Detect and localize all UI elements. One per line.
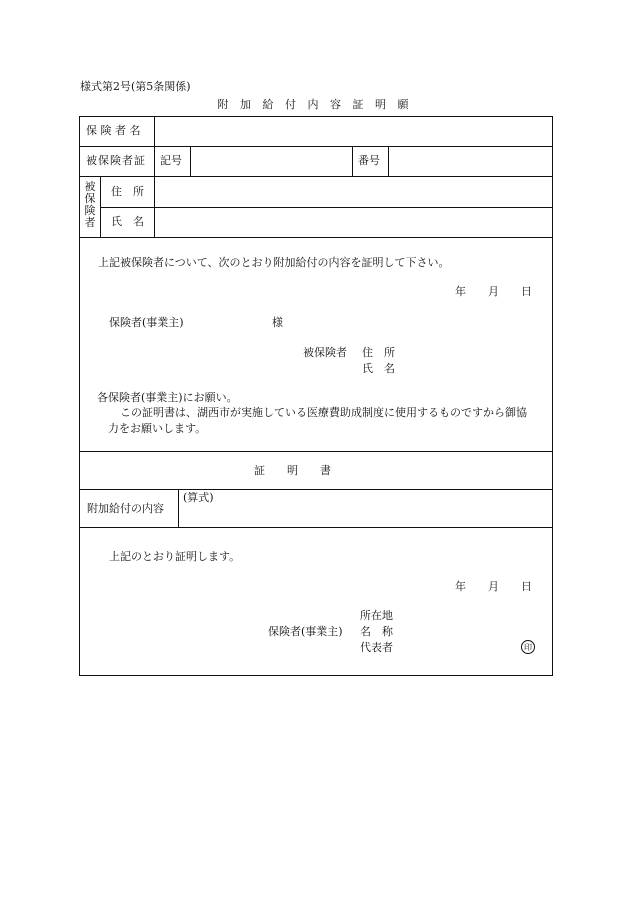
insured-card-label: 被保険者証 xyxy=(86,154,146,167)
representative-label: 代表者 xyxy=(360,641,393,654)
request-date: 年 月 日 xyxy=(455,285,532,298)
formula-label: (算式) xyxy=(183,491,214,504)
request-name-label: 氏 名 xyxy=(362,362,395,375)
label-column-divider xyxy=(154,116,155,237)
request-body: 上記被保険者について、次のとおり附加給付の内容を証明して下さい。 xyxy=(98,256,450,269)
section-divider-2 xyxy=(79,489,553,490)
section-divider-1 xyxy=(79,451,553,452)
form-title: 附 加 給 付 内 容 証 明 願 xyxy=(217,98,413,111)
certificate-title: 証 明 書 xyxy=(254,464,331,477)
certificate-date: 年 月 日 xyxy=(455,580,532,593)
notice-line-1: この証明書は、湖西市が実施している医療費助成制度に使用するものですから御協 xyxy=(120,406,527,419)
benefit-content-label: 附加給付の内容 xyxy=(87,502,164,515)
address-label: 住 所 xyxy=(111,185,144,198)
symbol-label: 記号 xyxy=(160,154,182,167)
symbol-divider xyxy=(190,146,191,176)
insured-vertical-divider xyxy=(100,176,101,237)
seal-mark-icon: 印 xyxy=(521,640,535,654)
request-address-label: 住 所 xyxy=(362,346,395,359)
insured-person-label: 被 保 険 者 xyxy=(84,180,96,229)
certify-text: 上記のとおり証明します。 xyxy=(109,550,241,563)
insured-label: 被保険者 xyxy=(303,346,347,359)
notice-line-2: 力をお願いします。 xyxy=(108,422,207,435)
notice-heading: 各保険者(事業主)にお願い。 xyxy=(97,391,238,404)
name-label: 氏 名 xyxy=(111,215,144,228)
certifying-insurer: 保険者(事業主) xyxy=(268,625,343,638)
number-label: 番号 xyxy=(358,154,380,167)
number-right-divider xyxy=(388,146,389,176)
section-divider-3 xyxy=(79,527,553,528)
location-label: 所在地 xyxy=(360,609,393,622)
row-divider-4 xyxy=(79,237,553,238)
honorific-sama: 様 xyxy=(272,316,283,329)
number-left-divider xyxy=(352,146,353,176)
row-divider-2 xyxy=(79,176,553,177)
row-divider-3 xyxy=(100,207,553,208)
row-divider-1 xyxy=(79,146,553,147)
benefit-divider xyxy=(178,489,179,527)
insurer-name-label: 保 険 者 名 xyxy=(86,124,141,137)
form-number: 様式第2号(第5条関係) xyxy=(80,80,191,93)
to-insurer: 保険者(事業主) xyxy=(109,316,184,329)
org-name-label: 名 称 xyxy=(360,625,393,638)
